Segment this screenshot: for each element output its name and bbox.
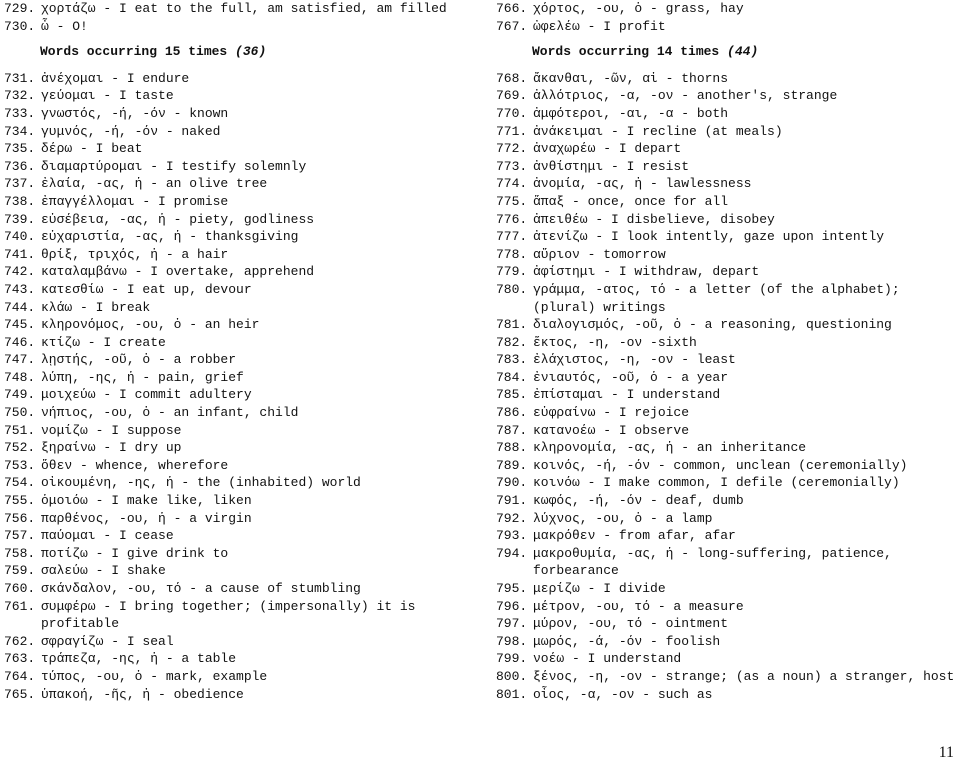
list-item <box>4 474 478 492</box>
entry-number: 762. <box>4 633 36 649</box>
entry-text: σφραγίζω - I seal <box>41 633 174 649</box>
entry-number: 770. <box>496 105 528 121</box>
heading-label: Words occurring 14 times <box>532 44 720 60</box>
entry-text: τύπος, -ου, ὁ - mark, example <box>41 668 268 684</box>
entry-number: 773. <box>496 158 528 174</box>
entry-text: νοέω - I understand <box>533 651 682 667</box>
entry-text: ἀνομία, -ας, ἡ - lawlessness <box>533 176 752 192</box>
list-item <box>4 457 478 475</box>
list-item <box>496 439 958 457</box>
entry-number: 759. <box>4 563 36 579</box>
list-item <box>4 281 478 299</box>
list-item <box>496 545 958 580</box>
list-item <box>4 351 478 369</box>
entry-text: μύρον, -ου, τό - ointment <box>533 616 729 632</box>
entry-number: 768. <box>496 70 528 86</box>
list-item <box>496 527 958 545</box>
entry-text: παρθένος, -ου, ἡ - a virgin <box>41 510 252 526</box>
entry-number: 791. <box>496 493 528 509</box>
list-item <box>496 633 958 651</box>
entry-text: ἐνιαυτός, -οῦ, ὁ - a year <box>533 369 729 385</box>
entry-number: 769. <box>496 88 528 104</box>
entry-number: 785. <box>496 387 528 403</box>
entry-number: 781. <box>496 317 528 333</box>
entry-number: 746. <box>4 334 36 350</box>
entry-text: καταλαμβάνω - I overtake, apprehend <box>41 264 315 280</box>
entry-text: δέρω - I beat <box>41 141 143 157</box>
entry-text: λύπη, -ης, ἡ - pain, grief <box>41 369 244 385</box>
entry-number: 753. <box>4 457 36 473</box>
entry-number: 800. <box>496 668 528 684</box>
entry-number: 729. <box>4 1 36 16</box>
entry-text: ἐλάχιστος, -η, -ον - least <box>533 352 736 368</box>
entry-number: 748. <box>4 369 36 385</box>
entry-text: κληρονομία, -ας, ἡ - an inheritance <box>533 440 807 456</box>
list-item <box>4 527 478 545</box>
list-item <box>4 175 478 193</box>
entry-text: χορτάζω - I eat to the full, am satisfied, am filled <box>41 1 447 16</box>
list-item <box>496 369 958 387</box>
list-item <box>4 668 478 686</box>
list-item <box>4 105 478 123</box>
entry-number: 783. <box>496 352 528 368</box>
list-item <box>496 492 958 510</box>
list-item <box>4 650 478 668</box>
entry-text: νομίζω - I suppose <box>41 422 182 438</box>
entry-text: τράπεζα, -ης, ἡ - a table <box>41 651 237 667</box>
list-item <box>4 439 478 457</box>
entry-text: κοινός, -ή, -όν - common, unclean (ceremonially) <box>533 457 908 473</box>
entry-number: 737. <box>4 176 36 192</box>
entry-number: 795. <box>496 581 528 596</box>
entry-number: 756. <box>4 510 36 526</box>
entry-text: μακροθυμία, -ας, ἡ - long-suffering, patience, forbearance <box>533 545 892 579</box>
entry-number: 796. <box>496 598 528 614</box>
entry-number: 774. <box>496 176 528 192</box>
list-item <box>4 246 478 264</box>
entry-text: κληρονόμος, -ου, ὁ - an heir <box>41 317 260 333</box>
list-item <box>496 334 958 352</box>
entry-text: μωρός, -ά, -όν - foolish <box>533 633 721 649</box>
entry-text: ἄκανθαι, -ῶν, αἱ - thorns <box>533 70 729 86</box>
entry-number: 765. <box>4 686 36 702</box>
list-item <box>496 404 958 422</box>
entry-number: 732. <box>4 88 36 104</box>
entry-text: παύομαι - I cease <box>41 528 174 544</box>
list-item <box>4 334 478 352</box>
entry-number: 797. <box>496 616 528 632</box>
entry-number: 741. <box>4 246 36 262</box>
entry-number: 777. <box>496 229 528 245</box>
list-item <box>4 140 478 158</box>
entry-text: ἐλαία, -ας, ἡ - an olive tree <box>41 176 268 192</box>
entry-number: 766. <box>496 1 528 16</box>
list-item <box>496 211 958 229</box>
list-item <box>4 686 478 704</box>
list-item <box>4 211 478 229</box>
list-item <box>4 580 478 598</box>
entry-text: ἀνάκειμαι - I recline (at meals) <box>533 123 783 139</box>
list-item <box>496 422 958 440</box>
entry-number: 764. <box>4 668 36 684</box>
entry-number: 754. <box>4 475 36 491</box>
list-item <box>4 158 478 176</box>
list-item <box>4 562 478 580</box>
list-item <box>496 70 958 88</box>
entry-text: ἕκτος, -η, -ον -sixth <box>533 334 697 350</box>
list-item <box>4 299 478 317</box>
entry-number: 747. <box>4 352 36 368</box>
list-item <box>496 316 958 334</box>
entry-number: 776. <box>496 211 528 227</box>
entry-number: 794. <box>496 545 528 561</box>
entry-number: 780. <box>496 281 528 297</box>
entry-text: οἶος, -α, -ον - such as <box>533 686 713 702</box>
entry-text: σκάνδαλον, -ου, τό - a cause of stumbling <box>41 581 361 596</box>
entry-text: κλάω - I break <box>41 299 151 315</box>
entry-text: ὦ - O! <box>41 18 88 34</box>
entry-text: συμφέρω - I bring together; (impersonally) it is profitable <box>41 598 416 632</box>
list-item <box>496 474 958 492</box>
list-item <box>4 123 478 141</box>
entry-text: εὐφραίνω - I rejoice <box>533 405 690 421</box>
entry-text: κτίζω - I create <box>41 334 166 350</box>
entry-text: διαλογισμός, -οῦ, ὁ - a reasoning, questioning <box>533 317 892 333</box>
list-item <box>496 228 958 246</box>
right-column <box>496 0 958 703</box>
entry-text: οἰκουμένη, -ης, ἡ - the (inhabited) world <box>41 475 361 491</box>
entry-number: 733. <box>4 105 36 121</box>
list-item <box>496 650 958 668</box>
list-item <box>4 87 478 105</box>
entry-number: 771. <box>496 123 528 139</box>
entry-number: 788. <box>496 440 528 456</box>
entry-text: γυμνός, -ή, -όν - naked <box>41 123 221 139</box>
entry-number: 745. <box>4 317 36 333</box>
entry-number: 792. <box>496 510 528 526</box>
list-item <box>4 193 478 211</box>
entry-number: 750. <box>4 405 36 421</box>
entry-number: 799. <box>496 651 528 667</box>
entry-number: 735. <box>4 141 36 157</box>
entry-number: 731. <box>4 70 36 86</box>
entry-text: νήπιος, -ου, ὁ - an infant, child <box>41 405 299 421</box>
entry-text: μακρόθεν - from afar, afar <box>533 528 736 544</box>
list-item <box>4 598 478 633</box>
list-item <box>496 580 958 598</box>
entry-text: μερίζω - I divide <box>533 581 666 596</box>
entry-text: ἐπίσταμαι - I understand <box>533 387 721 403</box>
entry-text: ἅπαξ - once, once for all <box>533 193 729 209</box>
list-item <box>4 263 478 281</box>
entry-number: 749. <box>4 387 36 403</box>
entry-number: 782. <box>496 334 528 350</box>
entry-text: κωφός, -ή, -όν - deaf, dumb <box>533 493 744 509</box>
entry-number: 736. <box>4 158 36 174</box>
list-item <box>496 123 958 141</box>
list-item <box>4 404 478 422</box>
entry-number: 760. <box>4 581 36 596</box>
entry-number: 742. <box>4 264 36 280</box>
list-item <box>4 70 478 88</box>
list-item <box>4 386 478 404</box>
list-item <box>496 457 958 475</box>
list-item <box>4 316 478 334</box>
list-item <box>4 545 478 563</box>
entry-number: 744. <box>4 299 36 315</box>
right-entries <box>496 70 958 703</box>
entry-text: κατεσθίω - I eat up, devour <box>41 281 252 297</box>
entry-text: διαμαρτύρομαι - I testify solemnly <box>41 158 307 174</box>
left-entries <box>4 70 478 703</box>
entry-number: 775. <box>496 193 528 209</box>
list-item <box>496 263 958 281</box>
entry-text: γράμμα, -ατος, τό - a letter (of the alphabet); (plural) writings <box>533 281 900 315</box>
list-item <box>4 633 478 651</box>
entry-number: 798. <box>496 633 528 649</box>
entry-number: 779. <box>496 264 528 280</box>
left-column <box>4 0 478 703</box>
list-item <box>4 510 478 528</box>
entry-text: ἀμφότεροι, -αι, -α - both <box>533 105 729 121</box>
entry-text: ἀναχωρέω - I depart <box>533 141 682 157</box>
entry-text: ἀνέχομαι - I endure <box>41 70 190 86</box>
entry-number: 784. <box>496 369 528 385</box>
entry-text: ἐπαγγέλλομαι - I promise <box>41 193 229 209</box>
list-item <box>496 105 958 123</box>
entry-number: 790. <box>496 475 528 491</box>
entry-text: ξηραίνω - I dry up <box>41 440 182 456</box>
entry-text: ὠφελέω - I profit <box>533 18 666 34</box>
frequency-heading-15 <box>40 43 478 61</box>
entry-text: μέτρον, -ου, τό - a measure <box>533 598 744 614</box>
list-item <box>496 510 958 528</box>
list-item <box>4 18 478 36</box>
entry-number: 778. <box>496 246 528 262</box>
entry-text: θρίξ, τριχός, ἡ - a hair <box>41 246 229 262</box>
entry-text: ὑπακοή, -ῆς, ἡ - obedience <box>41 686 244 702</box>
entry-text: ἀνθίστημι - I resist <box>533 158 690 174</box>
entry-text: ἀφίστημι - I withdraw, depart <box>533 264 760 280</box>
page-number: 11 <box>938 744 954 761</box>
entry-number: 743. <box>4 281 36 297</box>
list-item <box>4 0 478 18</box>
list-item <box>496 686 958 704</box>
entry-text: γεύομαι - I taste <box>41 88 174 104</box>
list-item <box>4 228 478 246</box>
left-top-entries <box>4 0 478 35</box>
list-item <box>496 18 958 36</box>
entry-number: 730. <box>4 18 36 34</box>
entry-text: μοιχεύω - I commit adultery <box>41 387 252 403</box>
entry-number: 734. <box>4 123 36 139</box>
entry-number: 755. <box>4 493 36 509</box>
entry-number: 758. <box>4 545 36 561</box>
list-item <box>496 193 958 211</box>
entry-number: 789. <box>496 457 528 473</box>
entry-number: 767. <box>496 18 528 34</box>
list-item <box>4 422 478 440</box>
list-item <box>496 175 958 193</box>
entry-number: 786. <box>496 405 528 421</box>
entry-number: 738. <box>4 193 36 209</box>
list-item <box>496 0 958 18</box>
entry-text: ποτίζω - I give drink to <box>41 545 229 561</box>
entry-text: χόρτος, -ου, ὁ - grass, hay <box>533 1 744 16</box>
entry-number: 739. <box>4 211 36 227</box>
entry-number: 793. <box>496 528 528 544</box>
list-item <box>496 281 958 316</box>
entry-number: 740. <box>4 229 36 245</box>
entry-text: εὐσέβεια, -ας, ἡ - piety, godliness <box>41 211 315 227</box>
entry-text: αὔριον - tomorrow <box>533 246 666 262</box>
frequency-heading-14 <box>532 43 958 61</box>
list-item <box>496 140 958 158</box>
right-top-entries <box>496 0 958 35</box>
entry-text: ἀτενίζω - I look intently, gaze upon intently <box>533 229 885 245</box>
entry-text: σαλεύω - I shake <box>41 563 166 579</box>
entry-number: 787. <box>496 422 528 438</box>
entry-number: 761. <box>4 598 36 614</box>
list-item <box>4 492 478 510</box>
entry-text: ἀλλότριος, -α, -ον - another's, strange <box>533 88 838 104</box>
entry-text: ἀπειθέω - I disbelieve, disobey <box>533 211 775 227</box>
entry-number: 801. <box>496 686 528 702</box>
entry-text: κατανοέω - I observe <box>533 422 690 438</box>
entry-text: ὅθεν - whence, wherefore <box>41 457 229 473</box>
entry-text: κοινόω - I make common, I defile (ceremonially) <box>533 475 900 491</box>
list-item <box>496 668 958 686</box>
entry-text: εὐχαριστία, -ας, ἡ - thanksgiving <box>41 229 299 245</box>
entry-text: ὁμοιόω - I make like, liken <box>41 493 252 509</box>
list-item <box>496 351 958 369</box>
heading-label: Words occurring 15 times <box>40 44 228 60</box>
entry-text: γνωστός, -ή, -όν - known <box>41 105 229 121</box>
entry-text: ξένος, -η, -ον - strange; (as a noun) a stranger, host <box>533 668 955 684</box>
entry-number: 757. <box>4 528 36 544</box>
list-item <box>496 87 958 105</box>
entry-text: λῃστής, -οῦ, ὁ - a robber <box>41 352 237 368</box>
list-item <box>4 369 478 387</box>
entry-number: 772. <box>496 141 528 157</box>
list-item <box>496 598 958 616</box>
heading-count: (44) <box>727 44 759 60</box>
list-item <box>496 386 958 404</box>
list-item <box>496 158 958 176</box>
list-item <box>496 615 958 633</box>
entry-text: λύχνος, -ου, ὁ - a lamp <box>533 510 713 526</box>
entry-number: 752. <box>4 440 36 456</box>
entry-number: 751. <box>4 422 36 438</box>
heading-count: (36) <box>235 44 267 60</box>
list-item <box>496 246 958 264</box>
entry-number: 763. <box>4 651 36 667</box>
